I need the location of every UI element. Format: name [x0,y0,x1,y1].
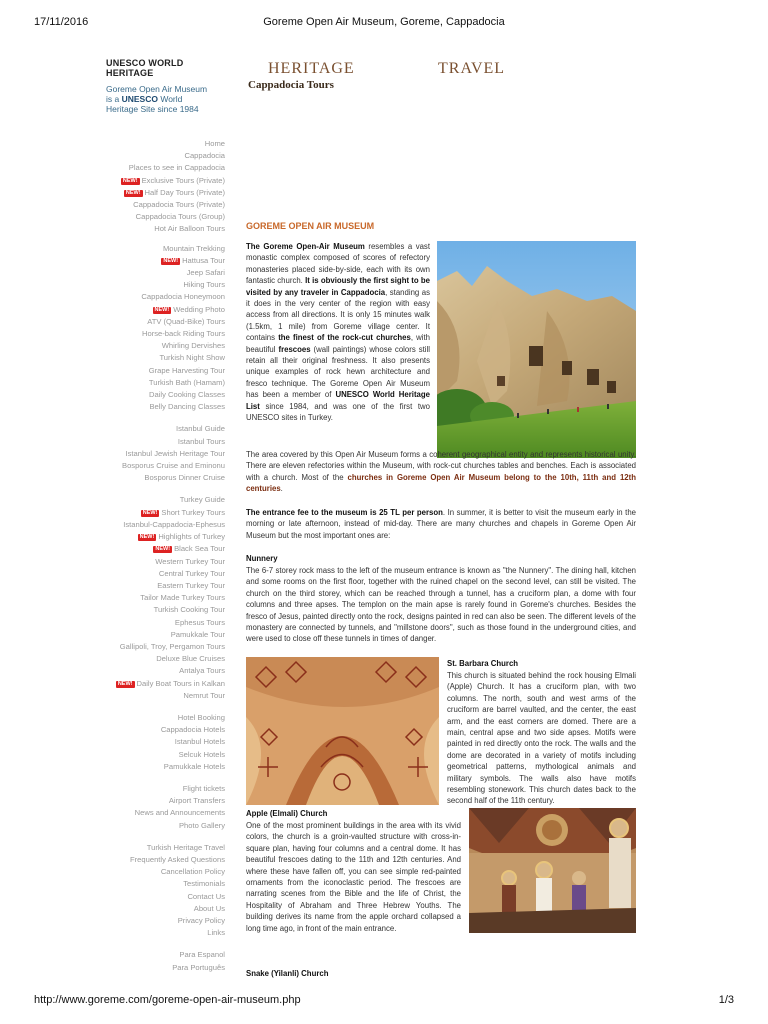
nav-link-label: Para Português [172,962,225,972]
print-title: Goreme Open Air Museum, Goreme, Cappadocia [263,16,505,28]
new-badge: NEW! [142,509,158,516]
nav-link-label: Hotel Booking [177,712,225,722]
nav-link[interactable] [100,915,225,927]
nav-link-label: Hot Air Balloon Tours [154,224,225,234]
nav-group [100,949,225,973]
nav-link[interactable] [100,304,225,316]
nav-link[interactable] [100,712,225,724]
intro-paragraph [246,241,430,424]
nav-link-label: Selcuk Hotels [178,749,225,759]
nav-link[interactable] [100,724,225,736]
nav-link-label: Places to see in Cappadocia [128,163,225,173]
nav-link-label: Wedding Photo [173,304,225,314]
nav-link-label: About Us [193,903,225,913]
nav-link[interactable] [100,665,225,677]
nav-link-label: Short Turkey Tours [161,507,225,517]
nav-link[interactable] [100,460,225,472]
nunnery-paragraph: The 6-7 storey rock mass to the left of the museum entrance is known as "the Nunnery". The dining hall, kitchen and some rooms on the first floor, together with the ruined chapel on the second level, can still be visited. The church on the third storey, which can be reached through a tunnel, has a cruciform plan, a dome with four columns and three apses. The templon on the main apse is rarely found in Goreme's churches. Besides the fresco of Jesus, painted directly onto the rock, designs painted in red can also be seen. The different levels of the monastery are connected by tunnels, and "millstone doors", such as those found in the underground cities, and were used to close off these tunnels in times of danger. [246,566,636,644]
unesco-line-1: Goreme Open Air Museum [106,84,208,94]
nav-link-label: Mountain Trekking [162,243,225,253]
nav-link-label: Exclusive Tours (Private) [141,175,225,185]
fee-text: . In summer, it is better to visit the museum early in the morning or late afternoon, instead of mid-day. There are many churches and chapels in Goreme Open Air Museum but the most important ones are: [246,508,636,540]
new-badge: NEW! [155,546,171,553]
nav-group [100,494,225,701]
logo-heritage: HERITAGE [268,60,355,77]
nav-link[interactable] [100,255,225,267]
nav-link[interactable] [100,365,225,377]
nav-link-label: Western Turkey Tour [155,556,225,566]
nav-link-label: Para Espanol [179,950,225,960]
new-badge: NEW! [139,534,155,541]
nav-link-label: Jeep Safari [186,268,225,278]
sidebar-nav [100,138,225,974]
nav-link-label: Antalya Tours [179,666,225,676]
print-date: 17/11/2016 [34,16,89,28]
nav-link[interactable] [100,531,225,543]
nav-link-label: Testimonials [183,879,225,889]
nav-group [100,423,225,484]
museum-cliff-photo [437,241,636,458]
nav-link-label: Hattusa Tour [182,255,225,265]
nav-link-label: Pamukkale Hotels [163,761,225,771]
nav-link[interactable] [100,328,225,340]
nav-link[interactable] [100,927,225,939]
nav-link-label: Daily Boat Tours in Kalkan [136,678,225,688]
nav-link[interactable] [100,494,225,506]
nav-link[interactable] [100,891,225,903]
area-paragraph [246,449,636,495]
nav-link-label: Home [204,139,225,148]
page-title: GOREME OPEN AIR MUSEUM [246,221,375,231]
intro-t2: , standing as it does in the very center of the region with easy access from all directions. It is only 15 minutes walk (1.5km, 1 mile) from Goreme village center. It contains [246,287,430,343]
nav-link[interactable] [100,316,225,328]
nav-link-label: Horse-back Riding Tours [141,329,225,339]
nav-link-label: Nemrut Tour [183,690,225,700]
unesco-text [106,84,225,114]
fee-bold: The entrance fee to the museum is 25 TL per person [246,508,443,517]
nav-link-label: Turkish Heritage Travel [146,842,225,852]
intro-t3: , with beautiful [246,333,430,354]
nav-link[interactable] [100,279,225,291]
unesco-line-2-post: World [157,94,183,104]
intro-b5: UNESCO World Heritage List [246,390,430,411]
nav-link-label: Eastern Turkey Tour [157,580,225,590]
nav-link[interactable] [100,267,225,279]
nav-link-label: Cappadocia Hotels [160,725,225,735]
nav-link[interactable] [100,199,225,211]
intro-b1: The Goreme Open-Air Museum [246,242,365,251]
apple-paragraph: One of the most prominent buildings in the area with its vivid colors, the church is a groin-vaulted structure with cross-in-square plan, having four columns and a central dome. It has beautiful frescoes dating to the 11th and 12th centuries. And where these have fallen off, you can see simple red-painted ornaments from the iconoclastic period. The frescoes are narrating scenes from the Bible and the life of Christ, the Hospitality of Abraham and Three Hebrew Youths. The building derives its name from the apple orchard collapsed a long time ago, in front of the main entrance. [246,821,461,933]
nav-link[interactable] [100,795,225,807]
new-badge: NEW! [163,257,179,264]
nav-link[interactable] [100,150,225,162]
nav-link[interactable] [100,472,225,484]
nav-link-label: ATV (Quad-Bike) Tours [147,316,225,326]
area-t2: . [280,484,283,494]
logo-travel: TRAVEL [438,60,506,77]
nav-group [100,243,225,414]
nav-link[interactable] [100,556,225,568]
nav-link-label: Istanbul Jewish Heritage Tour [125,448,225,458]
new-badge: NEW! [154,306,170,313]
snake-heading: Snake (Yilanli) Church [246,969,329,978]
nav-link-label: Black Sea Tour [174,544,225,554]
sidebar [100,58,225,974]
nav-link[interactable] [100,389,225,401]
nav-link[interactable] [100,678,225,690]
apple-heading: Apple (Elmali) Church [246,809,328,818]
nav-link[interactable] [100,162,225,174]
nav-link[interactable] [100,401,225,413]
nav-link-label: Bosporus Cruise and Eminonu [122,461,225,471]
nav-link[interactable] [100,448,225,460]
nav-link-label: Belly Dancing Classes [149,402,225,412]
nav-link-label: Istanbul Hotels [174,737,225,747]
intro-b2: It is obviously the first sight to be visited by any traveler in Cappadocia [246,276,431,297]
nav-link[interactable] [100,783,225,795]
nav-link[interactable] [100,878,225,890]
nav-link-label: Tailor Made Turkey Tours [140,593,225,603]
nav-link[interactable] [100,352,225,364]
unesco-line-2 [106,94,225,104]
nav-link[interactable] [100,761,225,773]
intro-t5: since 1984, and was one of the first two UNESCO sites in Turkey. [246,401,430,423]
nav-link[interactable] [100,749,225,761]
nav-link-label: Cancellation Policy [160,867,225,877]
logo-tours: Cappadocia Tours [248,79,334,91]
nav-link[interactable] [100,604,225,616]
nav-link-label: Highlights of Turkey [158,532,225,542]
new-badge: NEW! [125,189,141,196]
nav-link[interactable] [100,807,225,819]
nav-link[interactable] [100,580,225,592]
unesco-heading: UNESCO WORLD HERITAGE [106,58,184,78]
nav-link[interactable] [100,629,225,641]
nunnery-heading: Nunnery [246,554,278,563]
nav-link[interactable] [100,949,225,961]
intro-t1: resembles a vast monastic complex composed of scores of refectory monasteries placed side-by-side, each with its own fantastic church. [246,242,430,286]
nav-link[interactable] [100,736,225,748]
nav-link[interactable] [100,211,225,223]
barbara-heading: St. Barbara Church [447,659,519,668]
nav-link-label: Pamukkale Tour [170,629,225,639]
print-url: http://www.goreme.com/goreme-open-air-museum.php [34,994,301,1006]
nav-link[interactable] [100,653,225,665]
fee-paragraph [246,507,636,541]
nav-link-label: News and Announcements [134,808,225,818]
apple-fresco-photo [469,808,636,933]
barbara-fresco-photo [246,657,439,805]
unesco-line-2-bold: UNESCO [121,94,158,104]
nav-link-label: Cappadocia Tours (Private) [133,200,225,210]
nav-link[interactable] [100,187,225,199]
nav-link[interactable] [100,507,225,519]
nav-link-label: Deluxe Blue Cruises [156,654,225,664]
intro-b4: frescoes [278,344,311,354]
nav-link[interactable] [100,243,225,255]
nav-link-label: Bosporus Dinner Cruise [144,473,225,483]
nav-link-label: Contact Us [187,891,225,901]
nav-link-label: Airport Transfers [168,796,225,806]
nav-link[interactable] [100,175,225,187]
nav-link[interactable] [100,617,225,629]
nav-link[interactable] [100,820,225,832]
nav-link[interactable] [100,436,225,448]
nav-link[interactable] [100,519,225,531]
intro-b3: the finest of the rock-cut churches [278,333,411,343]
nav-link[interactable] [100,423,225,435]
nav-link-label: Hiking Tours [183,280,225,290]
nav-link-label: Cappadocia [184,151,225,161]
nav-link-label: Istanbul Guide [176,424,225,434]
nav-link[interactable] [100,340,225,352]
unesco-line-2-pre: is a [106,94,122,104]
nav-link-label: Frequently Asked Questions [130,854,225,864]
nav-group [100,712,225,773]
nav-link-label: Central Turkey Tour [158,568,225,578]
new-badge: NEW! [122,177,138,184]
nav-link[interactable] [100,291,225,303]
site-logo[interactable] [248,60,518,96]
nav-link-label: Links [207,928,225,938]
nav-link[interactable] [100,962,225,974]
nav-link-label: Daily Cooking Classes [149,390,225,400]
nav-group [100,783,225,832]
area-highlight: churches in Goreme Open Air Museum belong to the 10th, 11th and 12th centuries [246,472,636,494]
nav-link[interactable] [100,903,225,915]
nav-link-label: Half Day Tours (Private) [144,187,225,197]
nav-link[interactable] [100,690,225,702]
nav-group [100,842,225,940]
nav-link[interactable] [100,866,225,878]
nav-link[interactable] [100,568,225,580]
nav-link-label: Photo Gallery [178,820,225,830]
nav-link-label: Turkey Guide [179,495,225,505]
print-page-number: 1/3 [718,994,734,1006]
nav-link-label: Istanbul Tours [177,436,225,446]
nav-link-label: Gallipoli, Troy, Pergamon Tours [119,641,225,651]
nav-link-label: Cappadocia Honeymoon [141,292,225,302]
nav-link[interactable] [100,592,225,604]
nav-link-label: Cappadocia Tours (Group) [135,212,225,222]
nav-link[interactable] [100,223,225,235]
nav-link-label: Turkish Night Show [159,353,225,363]
nav-link[interactable] [100,543,225,555]
nav-link-label: Grape Harvesting Tour [148,365,225,375]
nav-link-label: Turkish Cooking Tour [153,605,225,615]
nav-link[interactable] [100,377,225,389]
unesco-line-3: Heritage Site since 1984 [106,104,199,114]
nav-link[interactable] [100,138,225,150]
nav-link[interactable] [100,641,225,653]
intro-t4: (wall paintings) whose colors still retain all their original freshness. It also presents unique examples of rock hewn architecture and fresco technique. The Goreme Open Air Museum has been a member of [246,344,430,400]
nav-link-label: Turkish Bath (Hamam) [148,377,225,387]
nav-link-label: Istanbul-Cappadocia-Ephesus [123,519,225,529]
nav-link-label: Privacy Policy [177,915,225,925]
new-badge: NEW! [117,680,133,687]
area-t1: The area covered by this Open Air Museum forms a coherent geographical entity and represents historical unity. There are eleven refectories within the Museum, with rock-cut churches tables and benches. Each is associated with a church. Most of the [246,450,636,482]
nav-link-label: Flight tickets [182,783,225,793]
nav-group [100,138,225,236]
barbara-paragraph: This church is situated behind the rock housing Elmali (Apple) Church. It has a cruciform plan, with two columns. The north, south and west arms of the cruciform are barrel vaulted, and the center, the east arm, and the east corners are domed. There are a main, central apse and two side apses. Motifs were painted in red directly onto the rock. The walls and the dome are decorated in a variety of motifs including geometrical patterns, mythological animals and military symbols. The walls also have motifs resembling stonework. This church dates back to the second half of the 11th century. [447,671,636,806]
nav-link[interactable] [100,854,225,866]
nav-link-label: Ephesus Tours [174,617,225,627]
nav-link-label: Whirling Dervishes [161,341,225,351]
nav-link[interactable] [100,842,225,854]
